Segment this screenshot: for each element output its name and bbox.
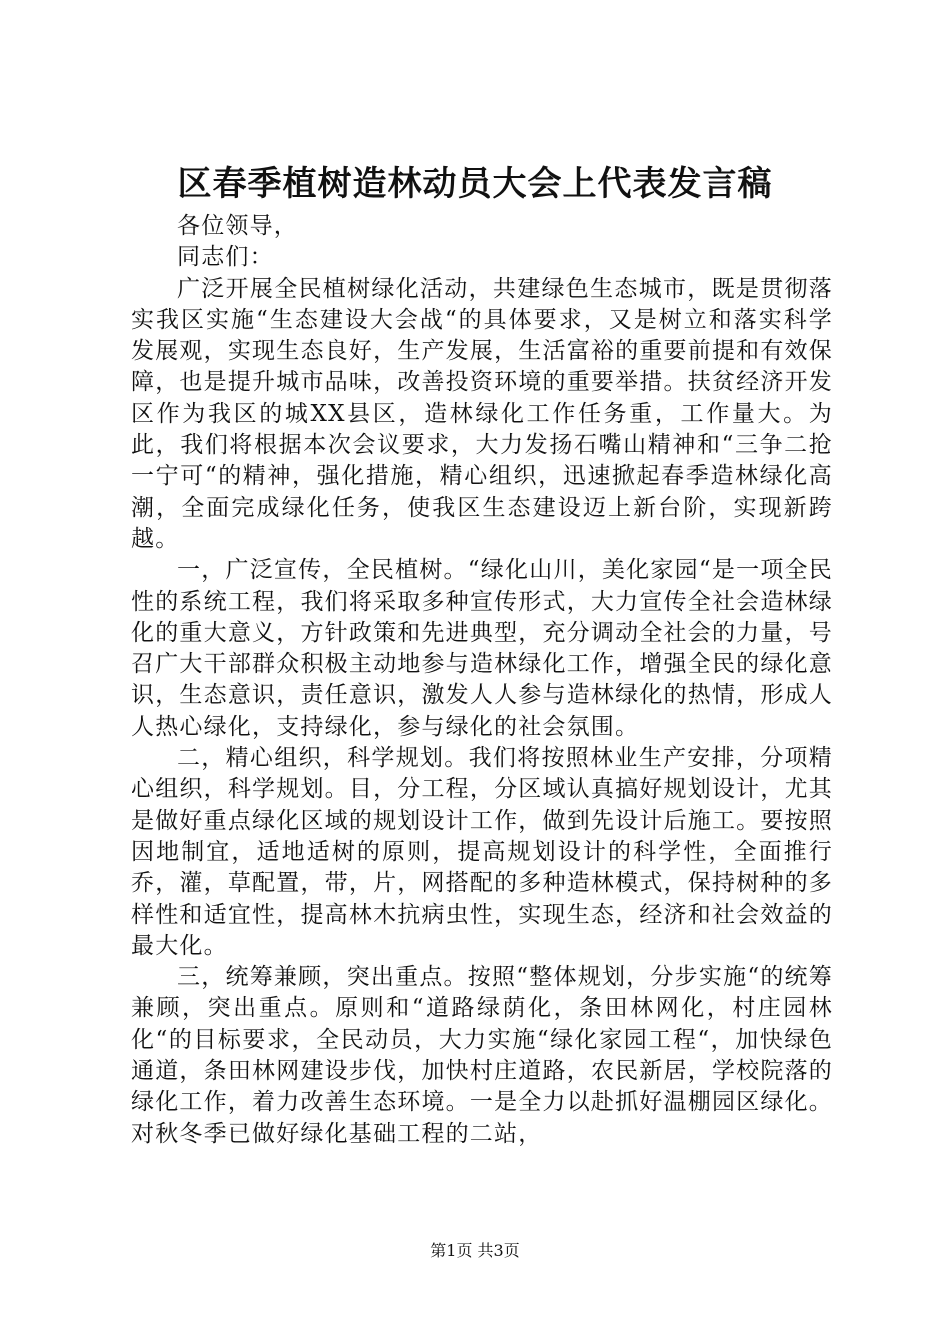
document-title: 区春季植树造林动员大会上代表发言稿	[177, 164, 773, 204]
paragraph-intro: 广泛开展全民植树绿化活动，共建绿色生态城市，既是贯彻落实我区实施“生态建设大会战“的具体要求，又是树立和落实科学发展观，实现生态良好，生产发展，生活富裕的重要前提和有效保障，也是提升城市品味，改善投资环境的重要举措。扶贫经济开发区作为我区的城XX县区，造林绿化工作任务重，工作量大。为此，我们将根据本次会议要求，大力发扬石嘴山精神和“三争二抢一宁可“的精神，强化措施，精心组织，迅速掀起春季造林绿化高潮，全面完成绿化任务，使我区生态建设迈上新台阶，实现新跨越。	[131, 275, 833, 552]
paragraph-section-one: 一，广泛宣传，全民植树。“绿化山川，美化家园“是一项全民性的系统工程，我们将采取多种宣传形式，大力宣传全社会造林绿化的重大意义，方针政策和先进典型，充分调动全社会的力量，号召广大干部群众积极主动地参与造林绿化工作，增强全民的绿化意识，生态意识，责任意识，激发人人参与造林绿化的热情，形成人人热心绿化，支持绿化，参与绿化的社会氛围。	[131, 557, 833, 740]
salutation-comrades: 同志们：	[177, 244, 274, 271]
document-body	[131, 211, 833, 1150]
page-number-footer: 第1页 共3页	[430, 1241, 520, 1260]
salutation-leaders: 各位领导，	[177, 213, 298, 239]
paragraph-section-two: 二，精心组织，科学规划。我们将按照林业生产安排，分项精心组织，科学规划。目，分工程，分区域认真搞好规划设计，尤其是做好重点绿化区域的规划设计工作，做到先设计后施工。要按照因地制宜，适地适树的原则，提高规划设计的科学性，全面推行乔，灌，草配置，带，片，网搭配的多种造林模式，保持树种的多样性和适宜性，提高林木抗病虫性，实现生态，经济和社会效益的最大化。	[131, 745, 833, 959]
paragraph-section-three: 三，统筹兼顾，突出重点。按照“整体规划，分步实施“的统筹兼顾，突出重点。原则和“道路绿荫化，条田林网化，村庄园林化“的目标要求，全民动员，大力实施“绿化家园工程“，加快绿色通道，条田林网建设步伐，加快村庄道路，农民新居，学校院落的绿化工作，着力改善生态环境。一是全力以赴抓好温棚园区绿化。对秋冬季已做好绿化基础工程的二站，	[131, 964, 833, 1147]
